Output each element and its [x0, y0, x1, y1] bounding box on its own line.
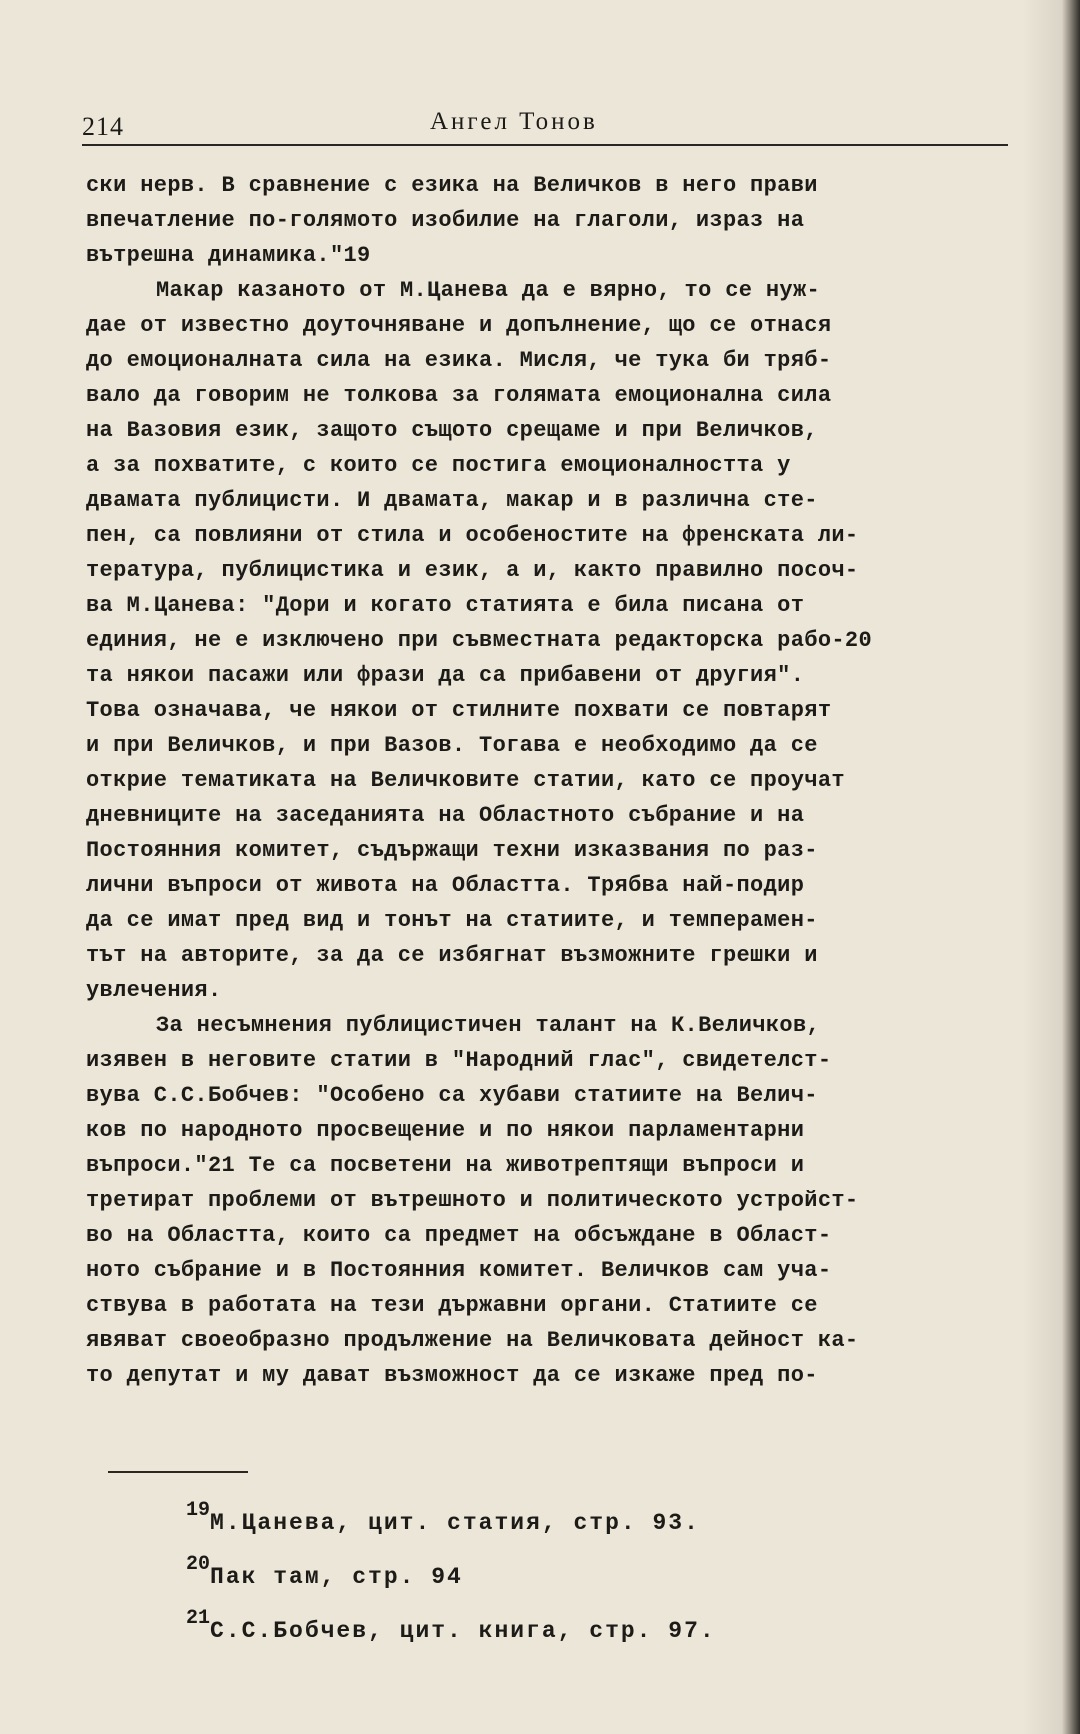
- text-line: Постоянния комитет, съдържащи техни изказвания по раз-: [86, 838, 818, 863]
- text-line: а за похватите, с които се постига емоционалността у: [86, 453, 791, 478]
- running-head: Ангел Тонов: [430, 108, 598, 135]
- text-line: Макар казаното от М.Цанева да е вярно, то се нуж-: [156, 278, 821, 303]
- page-number: 214: [82, 112, 124, 141]
- text-line: дневниците на заседанията на Областното събрание и на: [86, 803, 805, 828]
- text-line: пен, са повлияни от стила и особеностите на френската ли-: [86, 523, 859, 548]
- text-line: до емоционалната сила на езика. Мисля, че тука би тряб-: [86, 348, 832, 373]
- text-line: увлечения.: [86, 978, 222, 1003]
- page-edge: [1062, 0, 1080, 1734]
- text-line: вътрешна динамика."19: [86, 243, 371, 268]
- text-line: та някои пасажи или фрази да са прибавени от другия".: [86, 663, 805, 688]
- page-shadow: [1022, 0, 1062, 1734]
- text-line: двамата публицисти. И двамата, макар и в различна сте-: [86, 488, 818, 513]
- header-rule: [82, 144, 1008, 146]
- text-line: дае от известно доуточняване и допълнение, що се отнася: [86, 313, 832, 338]
- footnote-number: 21: [186, 1607, 211, 1630]
- text-line: ва М.Цанева: "Дори и когато статията е била писана от: [86, 593, 805, 618]
- footnote-number: 19: [186, 1499, 211, 1522]
- footnote-text: Пак там, стр. 94: [210, 1564, 463, 1590]
- text-line: да се имат пред вид и тонът на статиите, и темперамен-: [86, 908, 818, 933]
- text-line: За несъмнения публицистичен талант на К.Величков,: [156, 1013, 821, 1038]
- footnote: [186, 1592, 716, 1646]
- text-line: изявен в неговите статии в "Народний глас", свидетелст-: [86, 1048, 832, 1073]
- footnote: [186, 1538, 716, 1592]
- text-line: явяват своеобразно продължение на Величковата дейност ка-: [86, 1328, 859, 1353]
- text-line: ков по народното просвещение и по някои парламентарни: [86, 1118, 805, 1143]
- footnote-number: 20: [186, 1553, 211, 1576]
- page-header: [82, 108, 1008, 144]
- text-line: ното събрание и в Постоянния комитет. Величков сам уча-: [86, 1258, 832, 1283]
- text-line: вало да говорим не толкова за голямата емоционална сила: [86, 383, 832, 408]
- text-line: на Вазовия език, защото същото срещаме и при Величков,: [86, 418, 818, 443]
- footnotes: [186, 1484, 716, 1646]
- text-line: лични въпроси от живота на Областта. Трябва най-подир: [86, 873, 805, 898]
- text-line: впечатление по-голямото изобилие на глаголи, израз на: [86, 208, 805, 233]
- text-line: единия, не е изключено при съвместната редакторска рабо-20: [86, 628, 873, 653]
- text-line: Това означава, че някои от стилните похвати се повтарят: [86, 698, 832, 723]
- footnote-rule: [108, 1471, 248, 1473]
- text-line: въпроси."21 Те са посветени на животрептящи въпроси и: [86, 1153, 805, 1178]
- text-line: ствува в работата на тези държавни органи. Статиите се: [86, 1293, 818, 1318]
- body-text: [86, 168, 1026, 1393]
- text-line: тература, публицистика и език, а и, както правилно посоч-: [86, 558, 859, 583]
- footnote-text: С.С.Бобчев, цит. книга, стр. 97.: [210, 1618, 716, 1644]
- text-line: тът на авторите, за да се избягнат възможните грешки и: [86, 943, 818, 968]
- footnote: [186, 1484, 716, 1538]
- text-line: вува С.С.Бобчев: "Особено са хубави статиите на Велич-: [86, 1083, 818, 1108]
- text-line: открие тематиката на Величковите статии, като се проучат: [86, 768, 845, 793]
- footnote-text: М.Цанева, цит. статия, стр. 93.: [210, 1510, 700, 1536]
- text-line: ски нерв. В сравнение с езика на Величков в него прави: [86, 173, 818, 198]
- text-line: во на Областта, които са предмет на обсъждане в Област-: [86, 1223, 832, 1248]
- text-line: то депутат и му дават възможност да се изкаже пред по-: [86, 1363, 818, 1388]
- text-line: и при Величков, и при Вазов. Тогава е необходимо да се: [86, 733, 818, 758]
- text-line: третират проблеми от вътрешното и политическото устройст-: [86, 1188, 859, 1213]
